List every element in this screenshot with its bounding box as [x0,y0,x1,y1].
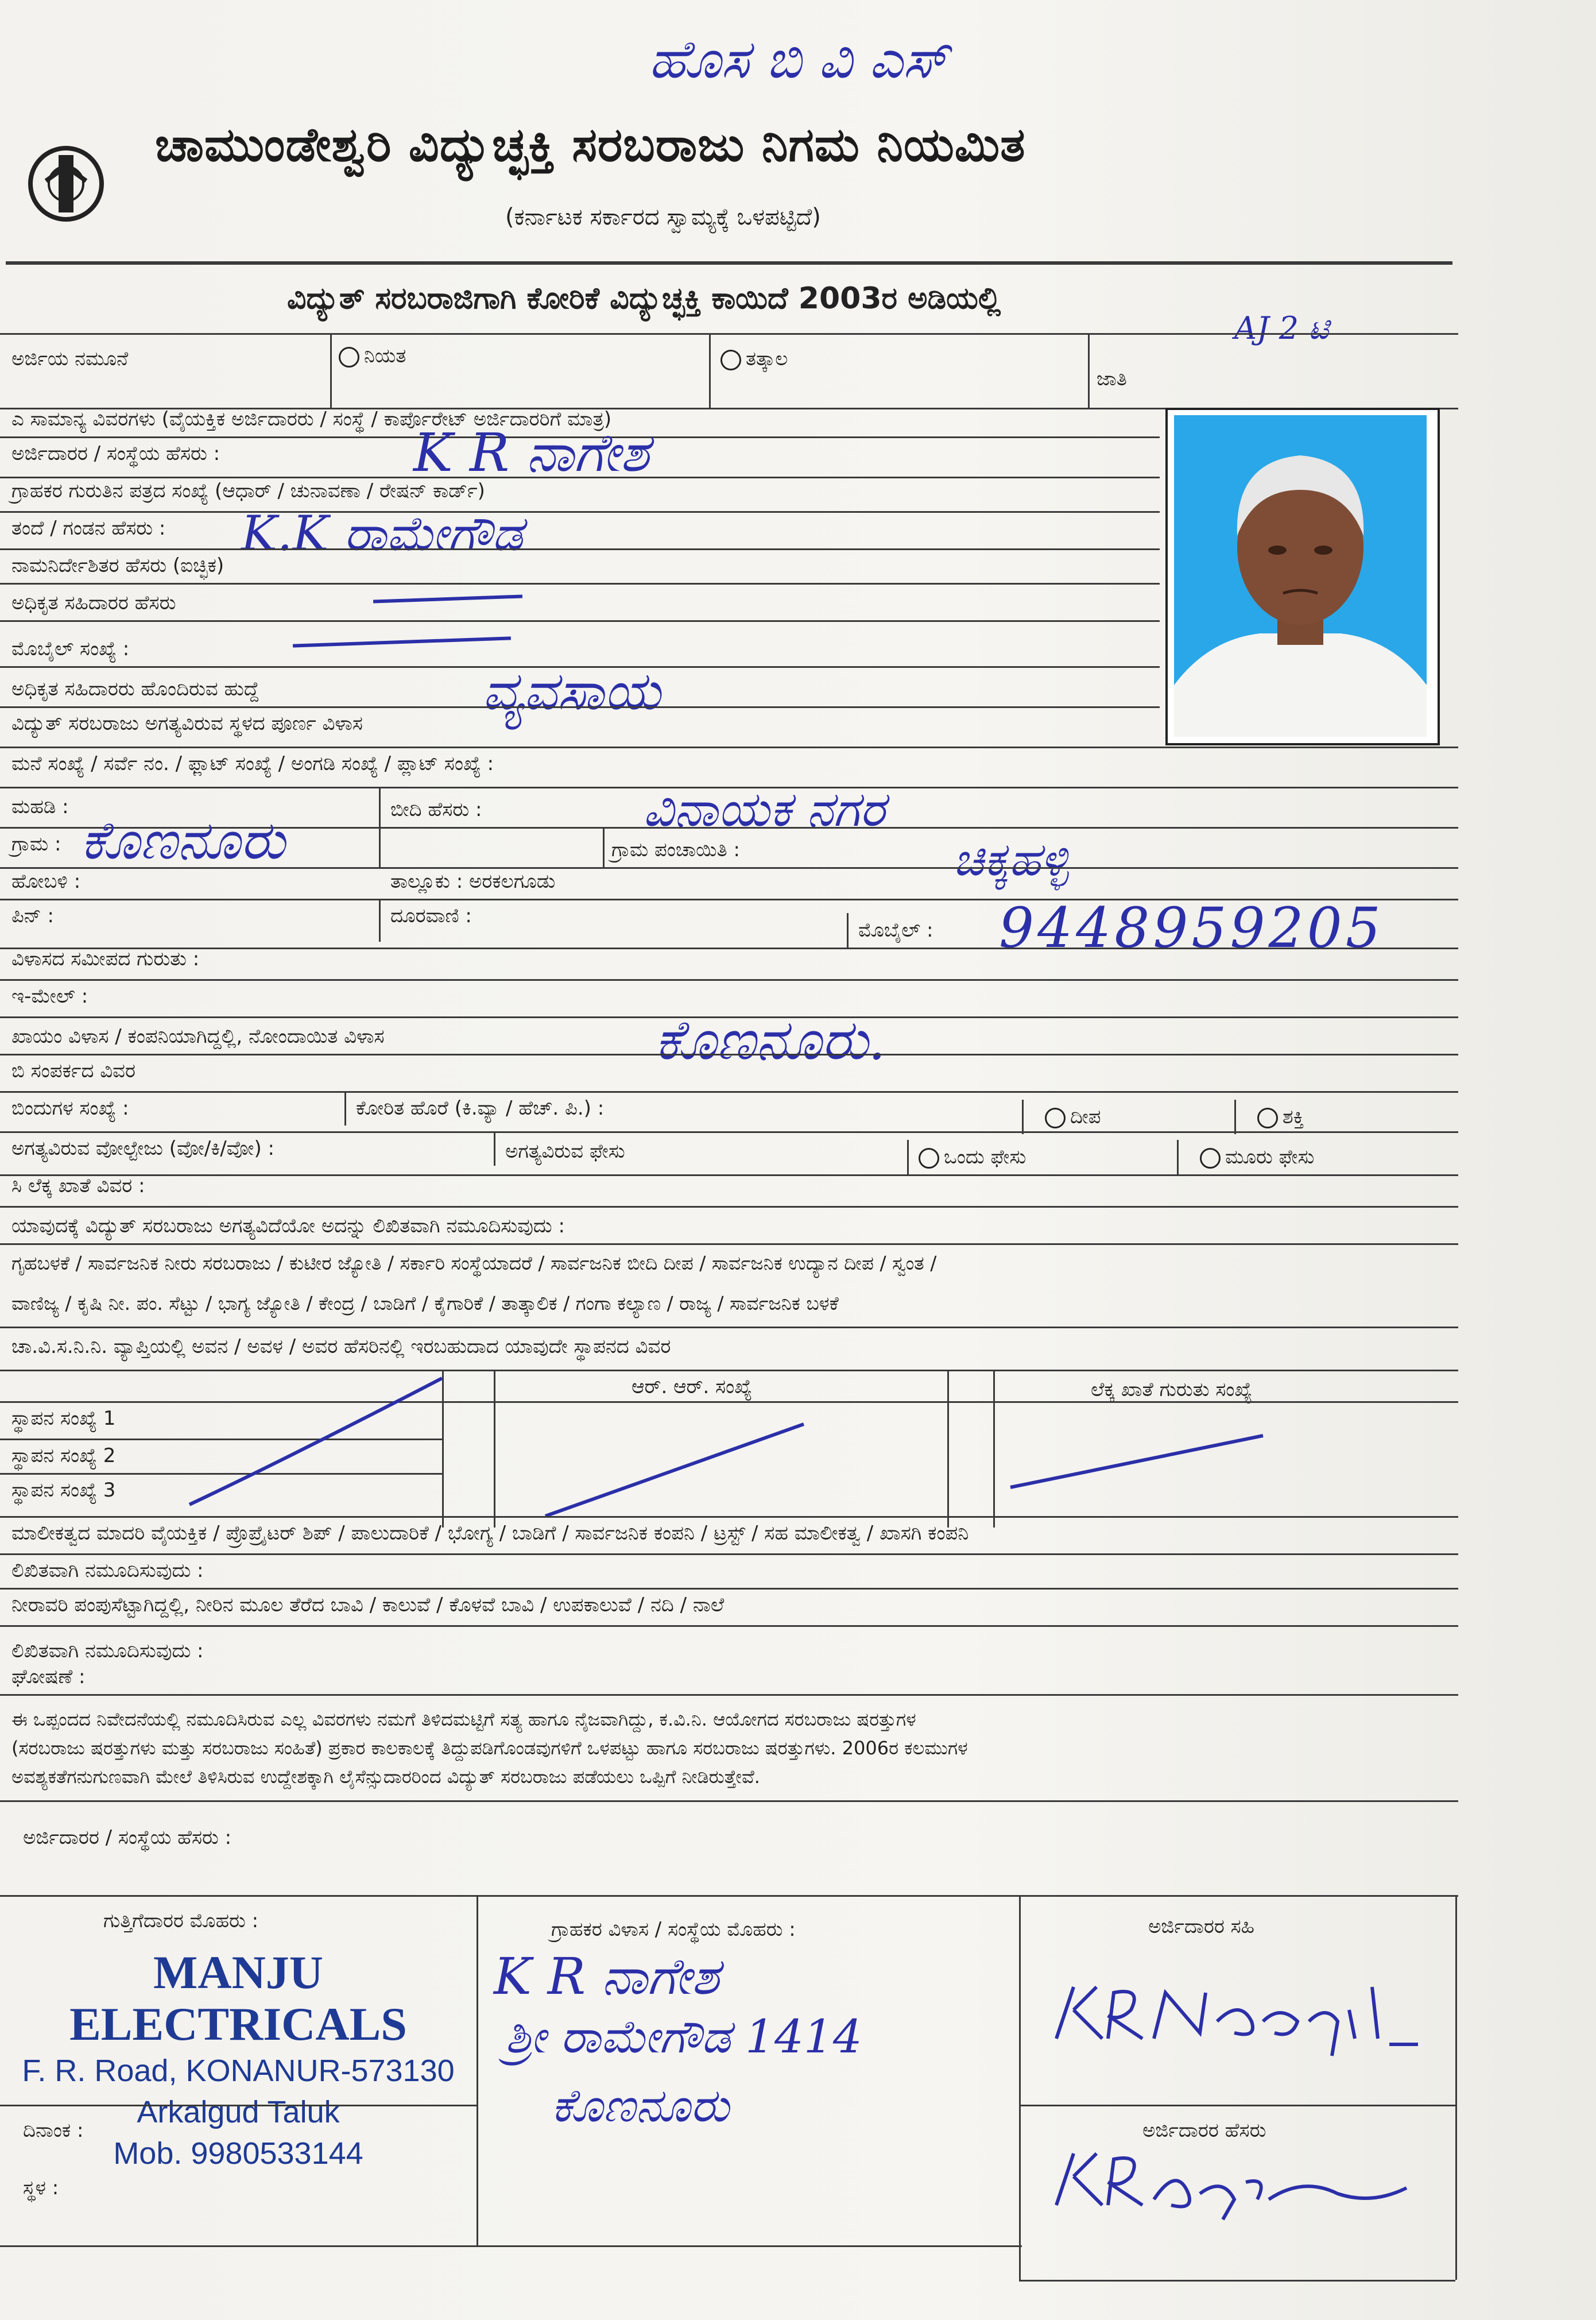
village-label: ಗ್ರಾಮ : [11,833,61,856]
applicant-signature-label: ಅರ್ಜಿದಾರರ ಸಹಿ [1148,1915,1255,1938]
option-light-label: ದೀಪ [1070,1105,1101,1128]
mobile2-value[interactable]: 9448959205 [999,896,1384,960]
purpose-options-line1: ಗೃಹಬಳಕೆ / ಸಾರ್ವಜನಿಕ ನೀರು ಸರಬರಾಜು / ಕುಟೀರ ಜ್ಯೋತಿ / ಸರ್ಕಾರಿ ಸಂಸ್ಥೆಯಾದರೆ / ಸಾರ್ವಜನಿಕ ಬೀದಿ ದೀಪ / ಸಾರ್ವಜನಿಕ ಉದ್ಯಾನ ದೀಪ / ಸ್ವಂತ / [11,1252,937,1274]
installation-3-label: ಸ್ಥಾಪನ ಸಂಖ್ಯೆ 3 [11,1479,116,1502]
perm-address-label: ಖಾಯಂ ವಿಳಾಸ / ಕಂಪನಿಯಾಗಿದ್ದಲ್ಲಿ, ನೋಂದಾಯಿತ ವಿಳಾಸ [11,1025,385,1048]
account-id-header: ಲೆಕ್ಕ ಖಾತೆ ಗುರುತು ಸಂಖ್ಯೆ [1091,1378,1253,1401]
date-label: ದಿನಾಂಕ : [23,2119,84,2142]
option-regular-label: ನಿಯತ [364,345,406,368]
existing-installations-label: ಚಾ.ವಿ.ಸ.ನಿ.ನಿ. ವ್ಯಾಪ್ತಿಯಲ್ಲಿ ಅವನ / ಅವಳ / ಅವರ ಹೆಸರಿನಲ್ಲಿ ಇರಬಹುದಾದ ಯಾವುದೇ ಸ್ಥಾಪನದ ವಿವರ [11,1335,671,1358]
purpose-label: ಯಾವುದಕ್ಕೆ ವಿದ್ಯುತ್ ಸರಬರಾಜು ಅಗತ್ಯವಿದೆಯೋ ಅದನ್ನು ಲಿಖಿತವಾಗಿ ನಮೂದಿಸುವುದು : [11,1215,565,1238]
company-title: ಚಾಮುಂಡೇಶ್ವರಿ ವಿದ್ಯುಚ್ಛಕ್ತಿ ಸರಬರಾಜು ನಿಗಮ ನಿಯಮಿತ [155,118,1026,172]
application-type-label: ಅರ್ಜಿಯ ನಮೂನೆ [11,347,129,370]
write-in-label-2: ಲಿಖಿತವಾಗಿ ನಮೂದಿಸುವುದು : [11,1640,204,1662]
designation-label: ಅಧಿಕೃತ ಸಹಿದಾರರು ಹೊಂದಿರುವ ಹುದ್ದೆ [11,678,259,701]
rr-number-header: ಆರ್. ಆರ್. ಸಂಖ್ಯೆ [632,1375,753,1398]
form-heading: ವಿದ್ಯುತ್ ಸರಬರಾಜಿಗಾಗಿ ಕೋರಿಕೆ ವಿದ್ಯುಚ್ಛಕ್ತಿ ಕಾಯಿದೆ 2003ರ ಅಡಿಯಲ್ಲಿ [287,281,1001,316]
dash-stroke [293,636,511,647]
purpose-options-line2: ವಾಣಿಜ್ಯ / ಕೃಷಿ ನೀ. ಪಂ. ಸೆಟ್ಟು / ಭಾಗ್ಯ ಜ್ಯೋತಿ / ಕೇಂದ್ರ / ಬಾಡಿಗೆ / ಕೈಗಾರಿಕೆ / ತಾತ್ಕಾಲಿಕ / ಗಂಗಾ ಕಲ್ಯಾಣ / ರಾಜ್ಯ / ಸಾರ್ವಜನಿಕ ಬಳಕೆ [11,1292,839,1314]
caste-label: ಜಾತಿ [1097,368,1127,390]
father-label: ತಂದೆ / ಗಂಡನ ಹೆಸರು : [11,517,166,540]
company-subtitle: (ಕರ್ನಾಟಕ ಸರ್ಕಾರದ ಸ್ವಾಮ್ಯಕ್ಕೆ ಒಳಪಟ್ಟಿದೆ) [505,204,821,230]
section-c-title: ಸಿ ಲೆಕ್ಕ ಖಾತೆ ವಿವರ : [11,1174,145,1197]
stamp-taluk: Arkalgud Taluk [137,2095,340,2129]
radio-light[interactable] [1045,1108,1066,1128]
option-three-phase[interactable] [1200,1146,1314,1169]
phase-label: ಅಗತ್ಯವಿರುವ ಫೇಸು [505,1140,625,1163]
authorized-label: ಅಧಿಕೃತ ಸಹಿದಾರರ ಹೆಸರು [11,591,176,614]
radio-power[interactable] [1257,1108,1278,1128]
gp-value[interactable]: ಚಿಕ್ಕಹಳ್ಳಿ [953,833,1069,886]
section-a-title: ಎ ಸಾಮಾನ್ಯ ವಿವರಗಳು (ವೈಯಕ್ತಿಕ ಅರ್ಜಿದಾರರು / ಸಂಸ್ಥೆ / ಕಾರ್ಪೊರೇಟ್ ಅರ್ಜಿದಾರರಿಗೆ ಮಾತ್ರ) [11,408,612,431]
street-label: ಬೀದಿ ಹೆಸರು : [390,798,482,821]
taluk-label: ತಾಲ್ಲೂಕು : ಅರಕಲಗೂಡು [390,870,556,893]
declaration-line3: ಅವಶ್ಯಕತೆಗನುಗುಣವಾಗಿ ಮೇಲೆ ತಿಳಿಸಿರುವ ಉದ್ದೇಶಕ್ಕಾಗಿ ಲೈಸೆನ್ಸುದಾರರಿಂದ ವಿದ್ಯುತ್ ಸರಬರಾಜು ಪಡೆಯಲು ಒಪ್ಪಿಗೆ ನೀಡಿರುತ್ತೇವೆ. [11,1766,760,1788]
name-value[interactable]: K R ನಾಗೇಶ [413,422,649,484]
id-label: ಗ್ರಾಹಕರ ಗುರುತಿನ ಪತ್ರದ ಸಂಖ್ಯೆ (ಆಧಾರ್ / ಚುನಾವಣಾ / ರೇಷನ್ ಕಾರ್ಡ್) [11,480,485,502]
consumer-line-1[interactable]: K R ನಾಗೇಶ [494,1947,719,2006]
write-in-label-1: ಲಿಖಿತವಾಗಿ ನಮೂದಿಸುವುದು : [11,1559,204,1582]
installation-1-label: ಸ್ಥಾಪನ ಸಂಖ್ಯೆ 1 [11,1407,116,1430]
stamp-company: MANJU ELECTRICALS [69,1946,407,2050]
mobile2-label: ಮೊಬೈಲ್ : [858,919,933,942]
consumer-line-3[interactable]: ಕೊಣನೂರು [551,2079,730,2132]
radio-three-phase[interactable] [1200,1148,1221,1169]
hobli-label: ಹೋಬಳಿ : [11,870,81,893]
option-power[interactable] [1257,1105,1304,1128]
section-b-title: ಬಿ ಸಂಪರ್ಕದ ವಿವರ [11,1060,135,1082]
installation-2-label: ಸ್ಥಾಪನ ಸಂಖ್ಯೆ 2 [11,1444,116,1467]
consumer-line-2[interactable]: ಶ್ರೀ ರಾಮೇಗೌಡ 1414 [505,2010,862,2063]
option-regular[interactable] [339,345,406,368]
applicant-name-label-2: ಅರ್ಜಿದಾರರ ಹೆಸರು [1142,2119,1266,2142]
company-logo [23,138,109,235]
voltage-label: ಅಗತ್ಯವಿರುವ ವೋಲ್ಟೇಜು (ವೋ/ಕಿ/ವೋ) : [11,1137,275,1160]
applicant-name-label: ಅರ್ಜಿದಾರರ / ಸಂಸ್ಥೆಯ ಹೆಸರು : [23,1826,232,1849]
load-label: ಕೋರಿತ ಹೊರೆ (ಕಿ.ವ್ಯಾ / ಹೆಚ್. ಪಿ.) : [356,1097,605,1120]
radio-single-phase[interactable] [919,1148,939,1169]
perm-address-value[interactable]: ಕೊಣನೂರು. [654,1008,886,1072]
water-source-label: ನೀರಾವರಿ ಪಂಪುಸೆಟ್ಟಾಗಿದ್ದಲ್ಲಿ, ನೀರಿನ ಮೂಲ ತೆರೆದ ಬಾವಿ / ಕಾಲುವೆ / ಕೊಳವೆ ಬಾವಿ / ಉಪಕಾಲುವೆ / ನದಿ / ನಾಲೆ [11,1594,725,1617]
phone-label: ದೂರವಾಣಿ : [390,904,472,927]
radio-temporary[interactable] [720,350,741,370]
dash-stroke [373,594,522,603]
declaration-label: ಘೋಷಣೆ : [11,1665,86,1688]
points-label: ಬಿಂದುಗಳ ಸಂಖ್ಯೆ : [11,1097,129,1120]
applicant-photo [1165,408,1440,745]
stamp-mobile: Mob. 9980533144 [113,2136,363,2171]
handwritten-note: ಹೊಸ ಬಿ ವಿ ಎಸ್ [649,29,948,90]
applicant-name-signature [1051,2142,1418,2222]
floor-label: ಮಹಡಿ : [11,795,69,818]
option-temporary[interactable] [720,347,788,370]
mobile-label: ಮೊಬೈಲ್ ಸಂಖ್ಯೆ : [11,637,130,660]
declaration-line2: (ಸರಬರಾಜು ಷರತ್ತುಗಳು ಮತ್ತು ಸರಬರಾಜು ಸಂಹಿತೆ) ಪ್ರಕಾರ ಕಾಲಕಾಲಕ್ಕೆ ತಿದ್ದುಪಡಿಗೊಂಡವುಗಳಿಗೆ ಒಳಪಟ್ಟು ಹಾಗೂ ಸರಬರಾಜು ಷರತ್ತುಗಳು. 2006ರ ಕಲಮುಗಳ [11,1737,968,1759]
option-single-label: ಒಂದು ಫೇಸು [944,1146,1026,1169]
place-label: ಸ್ಥಳ : [23,2176,59,2199]
option-light[interactable] [1045,1105,1101,1128]
radio-regular[interactable] [339,347,359,368]
nominee-label: ನಾಮನಿರ್ದೇಶಿತರ ಹೆಸರು (ಐಚ್ಛಿಕ) [11,554,224,577]
pin-label: ಪಿನ್ : [11,904,54,927]
stamp-address: F. R. Road, KONANUR-573130 [22,2054,455,2088]
consumer-address-label: ಗ್ರಾಹಕರ ವಿಳಾಸ / ಸಂಸ್ಥೆಯ ಮೊಹರು : [551,1918,796,1941]
strike-through-lines [172,1372,1320,1522]
option-temporary-label: ತತ್ಕಾಲ [746,347,788,370]
landmark-label: ವಿಳಾಸದ ಸಮೀಪದ ಗುರುತು : [11,948,200,970]
father-value[interactable]: K.K ರಾಮೇಗೌಡ [241,505,523,562]
option-single-phase[interactable] [919,1146,1026,1169]
house-label: ಮನೆ ಸಂಖ್ಯೆ / ಸರ್ವೆ ನಂ. / ಫ್ಲಾಟ್ ಸಂಖ್ಯೆ / ಅಂಗಡಿ ಸಂಖ್ಯೆ / ಪ್ಲಾಟ್ ಸಂಖ್ಯೆ : [11,752,494,775]
street-value[interactable]: ವಿನಾಯಕ ನಗರ [643,781,885,837]
address-label: ವಿದ್ಯುತ್ ಸರಬರಾಜು ಅಗತ್ಯವಿರುವ ಸ್ಥಳದ ಪೂರ್ಣ ವಿಳಾಸ [11,712,363,735]
contractor-seal-label: ಗುತ್ತಿಗೆದಾರರ ಮೊಹರು : [103,1909,259,1932]
ownership-label: ಮಾಲೀಕತ್ವದ ಮಾದರಿ ವೈಯಕ್ತಿಕ / ಪ್ರೊಪ್ರೈಟರ್ ಶಿಪ್ / ಪಾಲುದಾರಿಕೆ / ಭೋಗ್ಯ / ಬಾಡಿಗೆ / ಸಾರ್ವಜನಿಕ ಕಂಪನಿ / ಟ್ರಸ್ಟ್ / ಸಹ ಮಾಲೀಕತ್ವ / ಖಾಸಗಿ ಕಂಪನಿ [11,1522,969,1545]
name-label: ಅರ್ಜಿದಾರರ / ಸಂಸ್ಥೆಯ ಹೆಸರು : [11,442,220,465]
gp-label: ಗ್ರಾಮ ಪಂಚಾಯಿತಿ : [611,838,740,861]
village-value[interactable]: ಕೊಣನೂರು [80,810,285,871]
declaration-line1: ಈ ಒಪ್ಪಂದದ ನಿವೇದನೆಯಲ್ಲಿ ನಮೂದಿಸಿರುವ ಎಲ್ಲ ವಿವರಗಳು ನಮಗೆ ತಿಳಿದಮಟ್ಟಿಗೆ ಸತ್ಯ ಹಾಗೂ ನೈಜವಾಗಿದ್ದು, ಕ.ವಿ.ನಿ. ಆಯೋಗದ ಸರಬರಾಜು ಷರತ್ತುಗಳ [11,1708,916,1730]
option-three-label: ಮೂರು ಫೇಸು [1225,1146,1315,1169]
option-power-label: ಶಕ್ತಿ [1283,1105,1304,1128]
email-label: ಇ-ಮೇಲ್ : [11,985,88,1008]
applicant-signature [1051,1975,1441,2062]
corner-mark: AJ 2 ಟಿ [1234,310,1329,346]
designation-value[interactable]: ವ್ಯವಸಾಯ [482,660,661,722]
